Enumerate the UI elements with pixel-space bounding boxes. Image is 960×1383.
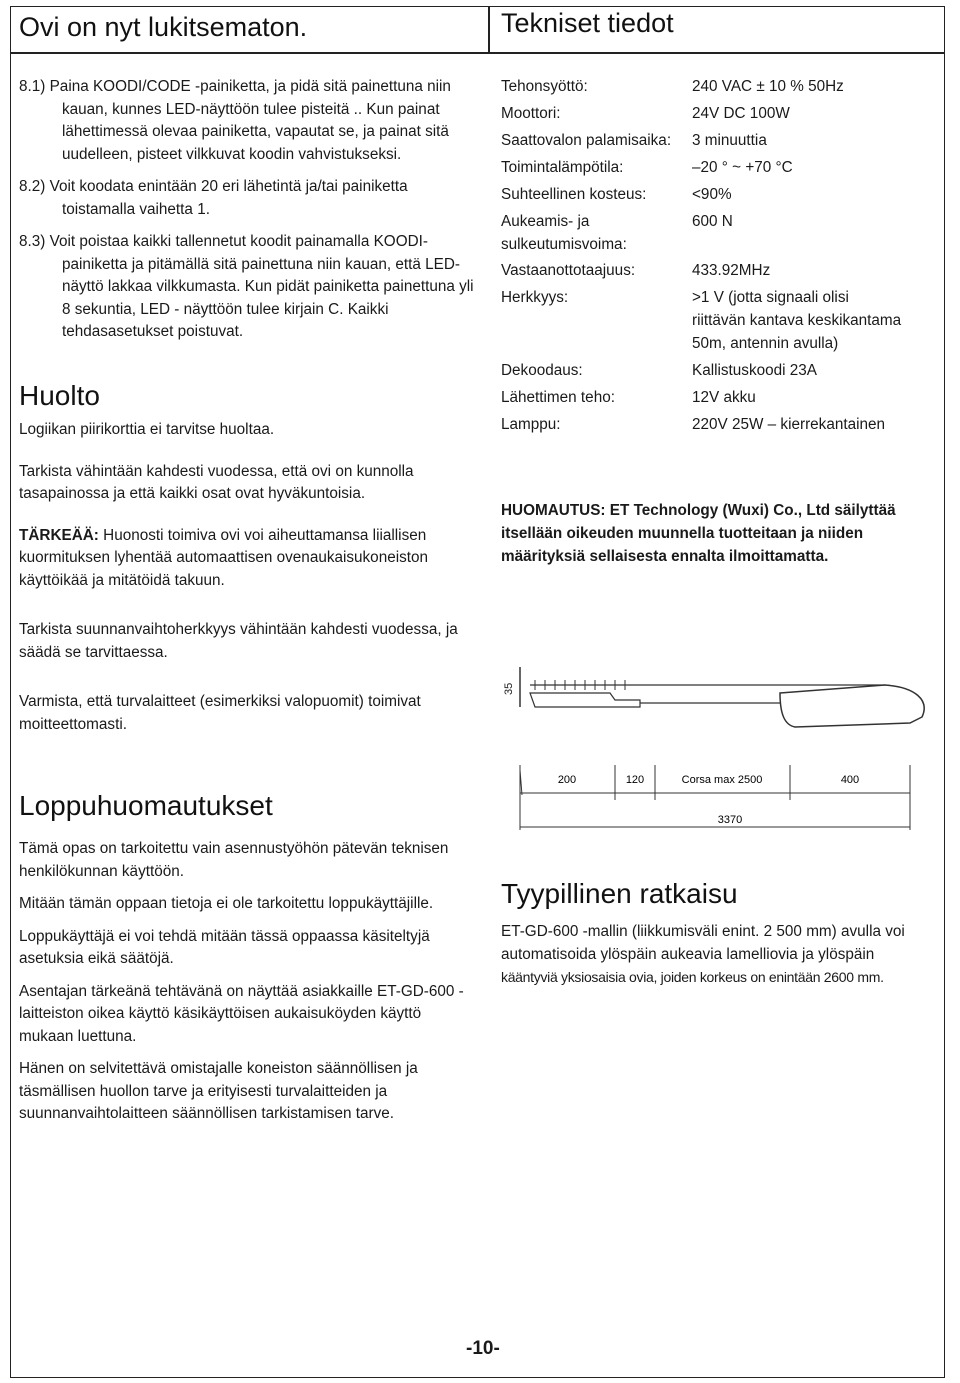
spec-value: <90% — [692, 186, 732, 203]
spec-label: Toimintalämpötila: — [501, 159, 624, 176]
header-rule — [10, 52, 945, 54]
spec-value-cont: riittävän kantava keskikantama — [692, 312, 902, 329]
solution-p2: kääntyviä yksiosaisia ovia, joiden korkeus on enintään 2600 mm. — [501, 969, 884, 985]
huolto-heading: Huolto — [19, 380, 100, 411]
step-8-1: 8.1) Paina KOODI/CODE -painiketta, ja pidä sitä painettuna niin kauan, kunnes LED-näyttöön tulee pisteitä .. Kun painat lähettimessä olevaa painiketta, vapautat se, ja painat sitä uudelleen, pisteet vilkkuvat koodin vahvistukseksi. — [19, 78, 451, 163]
dim-label: 200 — [557, 774, 577, 786]
spec-value-cont: 50m, antennin avulla) — [692, 335, 839, 352]
spec-value: >1 V (jotta signaali olisi — [692, 289, 849, 306]
huolto-p5: Varmista, että turvalaitteet (esimerkiksi valopuomit) toimivat moitteettomasti. — [19, 693, 421, 733]
step-8-2: 8.2) Voit koodata enintään 20 eri lähetintä ja/tai painiketta toistamalla vaihetta 1. — [19, 178, 408, 218]
loppu-p5: Hänen on selvitettävä omistajalle koneiston säännöllisen ja täsmällisen huollon tarve ja erityisesti turvalaitteiden ja suunnanvaihtolaitteen säännöllisen tarkistamisen tarve. — [19, 1060, 418, 1122]
huolto-p3 — [19, 525, 474, 593]
loppu-heading: Loppuhuomautukset — [19, 790, 273, 821]
spec-label: Lamppu: — [501, 416, 561, 433]
steps-section — [19, 76, 474, 344]
important-label: TÄRKEÄÄ: — [19, 526, 99, 544]
spec-value: 12V akku — [692, 389, 756, 406]
spec-label-cont: sulkeutumisvoima: — [501, 236, 627, 253]
spec-label: Tehonsyöttö: — [501, 78, 588, 95]
spec-value: 220V 25W – kierrekantainen — [692, 416, 886, 433]
door-bracket-arm — [530, 693, 640, 707]
disclaimer-note: HUOMAUTUS: ET Technology (Wuxi) Co., Ltd säilyttää itsellään oikeuden muunnella tuotteitaan ja niiden määrityksiä sellaisesta ennalta ilmoittamatta. — [501, 502, 896, 565]
spec-value: –20 ° ~ +70 °C — [692, 159, 793, 176]
loppu-section — [19, 838, 479, 1126]
spec-label: Herkkyys: — [501, 289, 569, 306]
spec-label: Dekoodaus: — [501, 362, 583, 379]
spec-value: 600 N — [692, 213, 733, 230]
solution-p1: ET-GD-600 -mallin (liikkumisväli enint. 2 500 mm) avulla voi automatisoida ylöspäin aukeavia lamelliovia ja ylöspäin — [501, 923, 905, 963]
dim-label: 120 — [625, 774, 645, 786]
huolto-p4: Tarkista suunnanvaihtoherkkyys vähintään kahdesti vuodessa, ja säädä se tarvittaessa. — [19, 621, 458, 661]
huolto-section — [19, 419, 474, 736]
spec-label: Moottori: — [501, 105, 561, 122]
spec-value: Kallistuskoodi 23A — [692, 362, 817, 379]
loppu-p4: Asentajan tärkeänä tehtävänä on näyttää asiakkaille ET-GD-600 -laitteiston oikea käyttö käsikäyttöisen aukaisuköyden käyttö mukaan luettuna. — [19, 982, 464, 1045]
loppu-p3: Loppukäyttäjä ei voi tehdä mitään tässä oppaassa käsiteltyjä asetuksia eikä säätöjä. — [19, 927, 430, 967]
important-text: Huonosti toimiva ovi voi aiheuttamansa liiallisen kuormituksen lyhentää automaattisen ovenaukaisukoneiston käyttöikää ja mitätöidä takuun. — [19, 526, 429, 589]
spec-label: Lähettimen teho: — [501, 389, 615, 406]
spec-label: Aukeamis- ja — [501, 213, 590, 230]
motor-head — [780, 685, 924, 727]
spec-value: 24V DC 100W — [692, 105, 790, 122]
huolto-p2: Tarkista vähintään kahdesti vuodessa, että ovi on kunnolla tasapainossa ja että kaikki osat ovat hyväkuntoisia. — [19, 462, 414, 502]
height-dim-label: 35 — [503, 682, 515, 695]
page-title-right: Tekniset tiedot — [501, 8, 674, 38]
dim-label: 400 — [840, 774, 860, 786]
loppu-p2: Mitään tämän oppaan tietoja ei ole tarkoitettu loppukäyttäjille. — [19, 895, 434, 912]
spec-value: 240 VAC ± 10 % 50Hz — [692, 78, 844, 95]
spec-value: 433.92MHz — [692, 262, 771, 279]
opener-dimension-diagram — [490, 655, 940, 840]
solution-heading: Tyypillinen ratkaisu — [501, 878, 738, 909]
step-8-3: 8.3) Voit poistaa kaikki tallennetut koodit painamalla KOODI-painiketta ja pitämällä sitä painettuna niin kauan, että LED-näyttö lakkaa vilkkumasta. Kun pidät painiketta painettuna yli 8 sekuntia, LED - näyttöön tulee kirjain C. Kaikki tehdasasetukset poistuvat. — [19, 233, 474, 340]
spec-label: Suhteellinen kosteus: — [501, 186, 647, 203]
dim-label: Corsa max 2500 — [681, 774, 763, 786]
spec-label: Vastaanottotaajuus: — [501, 262, 636, 279]
huolto-p1: Logiikan piirikorttia ei tarvitse huoltaa. — [19, 421, 275, 438]
total-dim-label: 3370 — [717, 814, 743, 826]
spec-label: Saattovalon palamisaika: — [501, 132, 672, 149]
page-number: -10- — [466, 1338, 500, 1359]
header-divider — [488, 6, 490, 53]
spec-value: 3 minuuttia — [692, 132, 767, 149]
loppu-p1: Tämä opas on tarkoitettu vain asennustyöhön pätevän teknisen henkilökunnan käyttöön. — [19, 840, 449, 880]
solution-section — [501, 921, 946, 988]
page-title-left: Ovi on nyt lukitsematon. — [19, 12, 308, 42]
